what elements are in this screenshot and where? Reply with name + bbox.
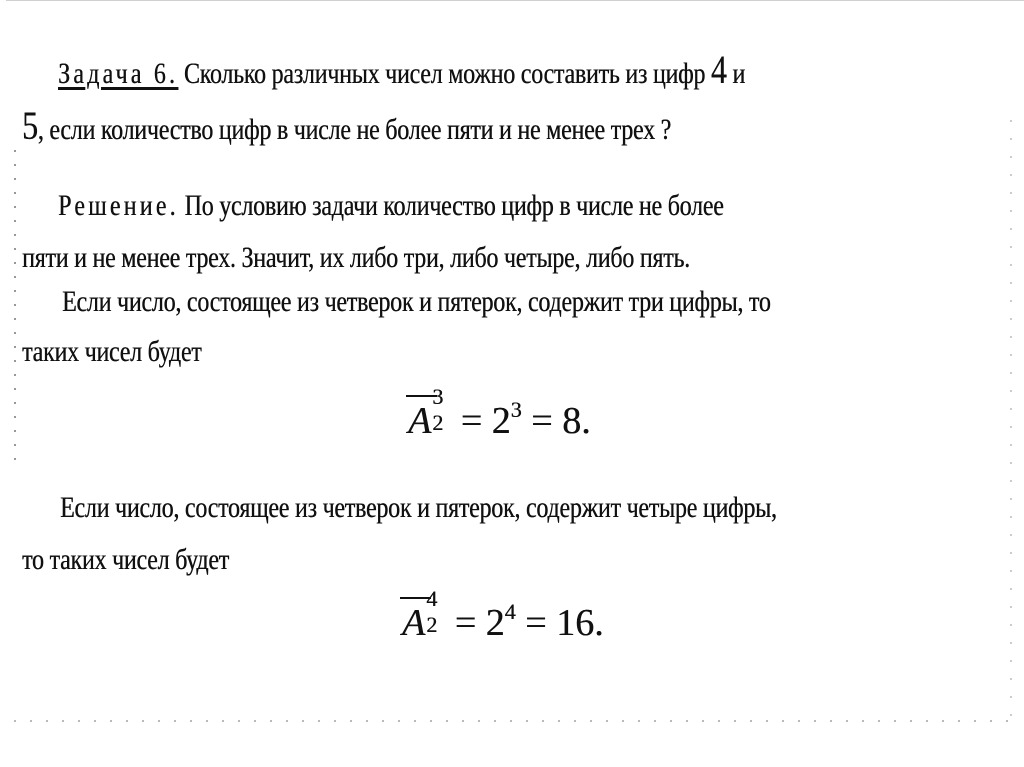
formula4-sub: 2 <box>426 612 438 637</box>
formula4-indices <box>425 586 445 637</box>
case4-text-2: то таких чисел будет <box>22 543 229 576</box>
solution-text-1: По условию задачи количество цифр в числе не более <box>184 189 724 222</box>
formula3-eq2: = <box>531 400 553 442</box>
scan-dots-bottom <box>14 720 1014 722</box>
formula3-indices <box>431 384 451 435</box>
case4-line-2 <box>22 542 229 578</box>
formula3-sub: 2 <box>432 410 444 435</box>
formula3-sup: 3 <box>432 384 444 409</box>
case4-text-1: Если число, состоящее из четверок и пятерок, содержит четыре цифры, <box>60 491 777 524</box>
task-text-1: Сколько различных чисел можно составить из цифр <box>183 57 706 90</box>
task-conj: и <box>732 57 745 90</box>
task-text-2: , если количество цифр в числе не более пяти и не менее трех ? <box>37 113 671 146</box>
case3-line-2 <box>22 334 201 370</box>
formula3-symbol: A <box>408 399 431 443</box>
case3-text-2: таких чисел будет <box>22 335 202 368</box>
formula3-result: 8. <box>562 400 591 442</box>
top-border <box>6 0 1024 1</box>
case3-text-1: Если число, состоящее из четверок и пятерок, содержит три цифры, то <box>62 285 771 318</box>
case3-line-1 <box>62 284 771 320</box>
formula4-base: 2 <box>485 602 505 644</box>
scan-dots-right <box>1010 120 1012 720</box>
formula-case3 <box>408 384 591 443</box>
solution-label: Решение. <box>58 189 179 222</box>
formula-case4 <box>402 586 604 645</box>
task-digit-a: 4 <box>710 47 727 92</box>
formula4-power: 4 <box>504 599 516 624</box>
formula4-symbol: A <box>402 601 425 645</box>
solution-line-1 <box>58 188 724 224</box>
formula3-eq1: = <box>460 400 483 442</box>
case4-line-1 <box>60 490 777 526</box>
formula4-eq1: = <box>454 602 477 644</box>
solution-line-2 <box>22 240 690 276</box>
task-line-1 <box>58 47 745 92</box>
formula4-sup: 4 <box>426 586 438 611</box>
solution-text-2: пяти и не менее трех. Значит, их либо три, либо четыре, либо пять. <box>22 241 690 274</box>
formula4-eq2: = <box>525 602 547 644</box>
task-digit-b: 5 <box>22 103 38 148</box>
formula3-power: 3 <box>510 397 522 422</box>
task-line-2 <box>22 103 671 148</box>
formula3-base: 2 <box>491 400 511 442</box>
task-label: Задача 6. <box>58 57 179 90</box>
scan-dots-left <box>14 150 16 470</box>
formula4-result: 16. <box>556 602 604 644</box>
